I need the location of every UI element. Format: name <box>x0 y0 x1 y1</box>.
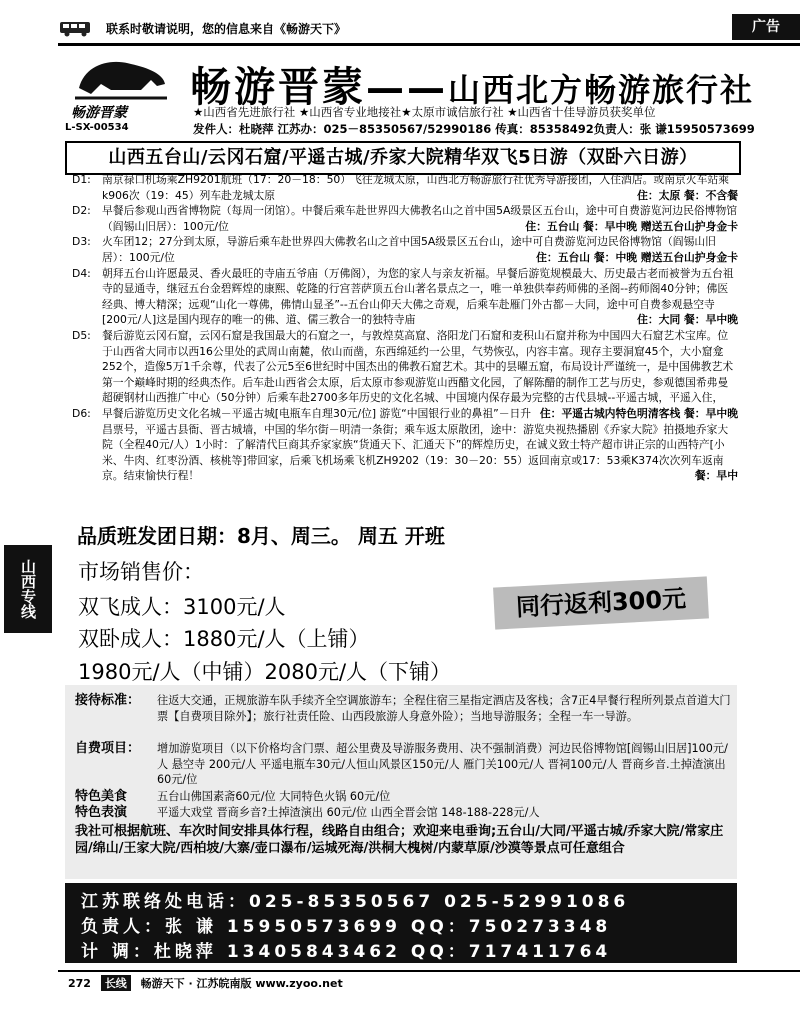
itinerary-day <box>72 406 738 484</box>
price-label: 市场销售价： <box>78 560 204 584</box>
top-strip <box>58 14 800 42</box>
day-text: 朝拜五台山许愿最灵、香火最旺的寺庙五爷庙（万佛阁），为您的家人与亲友祈福。早餐后游览规模最大、历史最古老而被誉为五台祖寺的显通寺，继冠五台金碧辉煌的康熙、乾隆的行宫菩萨顶五台山著名景点之一，唯一单独供奉药师佛的圣阁--药师阁40分钟；佛医经典、博大精深；远观“山化一尊佛，佛情山显圣”--五台山仰天大佛之奇观，后乘车赴雁门外古都－大同，途中可自费参观悬空寺[200元/人]这是国内现存的唯一的佛、道、儒三教合一的独特寺庙 <box>102 266 734 327</box>
day-meal: 住：五台山 餐：早中晚 赠送五台山护身金卡 <box>525 219 738 233</box>
service-info-box <box>65 685 737 879</box>
optional-row <box>75 741 735 789</box>
footer <box>68 975 343 991</box>
departure-dates: 品质班发团日期：8月、周三。 周五 开班 <box>77 524 445 548</box>
manager-contact: 负责人：张 谦 15950573699 QQ：750273348 <box>81 917 612 937</box>
license-code: L-SX-00534 <box>65 122 129 133</box>
day-meal: 餐：早中 <box>694 469 738 483</box>
itinerary-day <box>72 234 738 265</box>
standard-text: 往返大交通，正规旅游车队手续齐全空调旅游车；全程住宿三星指定酒店及客栈；含7正4早餐行程所列景点首道大门票【自费项目除外】；旅行社责任险、山西段旅游人身意外险）；当地导游服务；全程一车一导游。 <box>157 694 731 723</box>
day-label: D1: <box>72 173 91 186</box>
logo-text: 畅游晋蒙 <box>71 105 127 121</box>
office-phone: 江苏联络处电话：025-85350567 025-52991086 <box>81 892 630 912</box>
day-text: 早餐后游览历史文化名城－平遥古城[电瓶车自理30元/位] 游览“中国银行业的鼻祖”－日升昌票号，平遥古县衙、晋古城墙，中国的华尔街－明清一条街；乘车返太原散团，途中：游览央视热播剧《乔家大院》拍摄地乔家大院（全程40元/人）1小时：了解清代巨商其乔家家族“货通天下、汇通天下”的辉煌历史，在诚义致士特产超市讲正宗的山西特产[小米、牛肉、红枣汾酒、核桃等]带回家，后乘飞机场乘飞机ZH9202（19：30－20：55）返回南京或17：53乘K374次次列车返南京。结束愉快行程！ <box>102 406 729 483</box>
day-label: D2: <box>72 204 91 218</box>
footer-divider <box>58 970 800 972</box>
standard-label: 接待标准： <box>75 693 141 708</box>
day-meal: 住：平遥古城内特色明清客栈 餐：早中晚 <box>539 406 738 420</box>
food-text: 五台山佛国素斋60元/位 大同特色火锅 60元/位 <box>157 790 391 803</box>
itinerary <box>72 172 738 484</box>
day-text: 南京禄口机场乘ZH9201航班（17：20－18：50）飞往龙城太原，山西北方畅游旅行社优秀导游接团，入住酒店。或南京火车站乘k906次（19：45）列车赴龙城太原 <box>102 173 729 202</box>
day-meal: 住：大同 餐：早中晚 <box>637 313 738 327</box>
optional-label: 自费项目： <box>75 741 141 756</box>
title-separator: —— <box>366 66 448 110</box>
page-number: 272 <box>68 977 91 990</box>
section-badge: 长线 <box>101 975 131 991</box>
honors-line: ★山西省先进旅行社 ★山西省专业地接社★太原市诚信旅行社 ★山西省十佳导游员获奖单位 <box>193 105 656 119</box>
custom-note: 我社可根据航班、车次时间安排具体行程，线路自由组合；欢迎来电垂询;五台山/大同/平遥古城/乔家大院/常家庄园/绵山/王家大院/西柏坡/大寨/壶口瀑布/运城死海/洪桐大槐树/内蒙草原/沙漠等景点可任意组合 <box>75 824 724 856</box>
optional-text: 增加游览项目（以下价格均含门票、超公里费及导游服务费用、决不强制消费）河边民俗博物馆[阎锡山旧居]100元/人 悬空寺 200元/人 平遥电瓶车30元/人恒山风景区150元/人 雁门关100元/人 晋祠100元/人 晋商乡音.土掉渣演出 60元/位 <box>157 742 728 786</box>
price-sleeper-upper: 双卧成人：1880元/人（上铺） <box>78 627 370 651</box>
route-title: 山西五台山/云冈石窟/平遥古城/乔家大院精华双飞5日游（双卧六日游） <box>65 141 741 175</box>
brand-name: 畅游晋蒙 <box>190 63 366 111</box>
publication-name: 畅游天下 · 江苏皖南版 www.zyoo.net <box>140 977 343 990</box>
food-label: 特色美食 <box>75 789 128 804</box>
rebate-badge: 同行返利300元 <box>493 576 709 629</box>
header-contacts: 发件人：杜晓萍 江苏办：025－85350567/52990186 传真：85358492负责人：张 谦15950573699 <box>193 122 755 136</box>
show-row <box>75 805 735 821</box>
top-divider <box>58 43 800 46</box>
source-note: 联系时敬请说明，您的信息来自《畅游天下》 <box>106 22 347 36</box>
contact-box <box>65 883 737 963</box>
itinerary-day <box>72 172 738 203</box>
ad-tag: 广告 <box>732 14 800 40</box>
agency-name: 山西北方畅游旅行社 <box>448 71 755 109</box>
itinerary-day <box>72 203 738 234</box>
day-text: 火车团12；27分到太原，导游后乘车赴世界四大佛教名山之首中国5A级景区五台山，途中可自费游览河边民俗博物馆（阎锡山旧居）：100元/位 <box>102 235 716 264</box>
day-meal: 住：五台山 餐：中晚 赠送五台山护身金卡 <box>536 250 738 264</box>
standard-row <box>75 693 735 741</box>
itinerary-day <box>72 266 738 328</box>
agency-logo <box>65 50 183 133</box>
day-label: D6: <box>72 406 91 420</box>
day-label: D5: <box>72 328 91 342</box>
day-text: 早餐后参观山西省博物院（每周一闭馆）。中餐后乘车赴世界四大佛教名山之首中国5A级景区五台山，途中可自费游览河边民俗博物馆（阎锡山旧居）：100元/位 <box>102 204 738 233</box>
day-label: D4: <box>72 266 91 280</box>
day-text: 餐后游览云冈石窟，云冈石窟是我国最大的石窟之一，与敦煌莫高窟、洛阳龙门石窟和麦积山石窟并称为中国四大石窟艺术宝库。位于山西省大同市以西16公里处的武周山南麓，依山而凿，东西绵延约一公里，气势恢弘，内容丰富。现存主要洞窟45个，大小窟龛252个，造像5万1千余尊，代表了公元5至6世纪时中国杰出的佛教石窟艺术。其中的昙曜五窟，布局设计严谨统一，是中国佛教艺术第一个巅峰时期的经典杰作。后车赴山西省会太原，后太原市参观游览山西醋文化园，了解陈醋的制作工艺与历史，参观德国希弗曼超硬钢材山西推广中心（50分钟）后乘车赴2700多年历史的文化名城、中国境内保存最为完整的古代县城--平遥古城，平遥入住， <box>102 328 734 405</box>
food-row <box>75 789 735 805</box>
planner-contact: 计 调：杜晓萍 13405843462 QQ：717411764 <box>81 942 612 962</box>
show-text: 平遥大戏堂 晋商乡音?土掉渣演出 60元/位 山西全晋会馆 148-188-228元/人 <box>157 806 540 819</box>
section-side-tab: 山西专线 <box>4 545 52 633</box>
bus-logo-icon <box>58 18 96 38</box>
day-label: D3: <box>72 235 91 249</box>
price-flight-adult: 双飞成人：3100元/人 <box>78 595 286 619</box>
bison-logo-icon <box>71 54 171 102</box>
day-meal: 住：太原 餐：不含餐 <box>637 188 738 202</box>
show-label: 特色表演 <box>75 805 128 820</box>
price-sleeper-mid-low: 1980元/人（中铺）2080元/人（下铺） <box>78 660 452 684</box>
